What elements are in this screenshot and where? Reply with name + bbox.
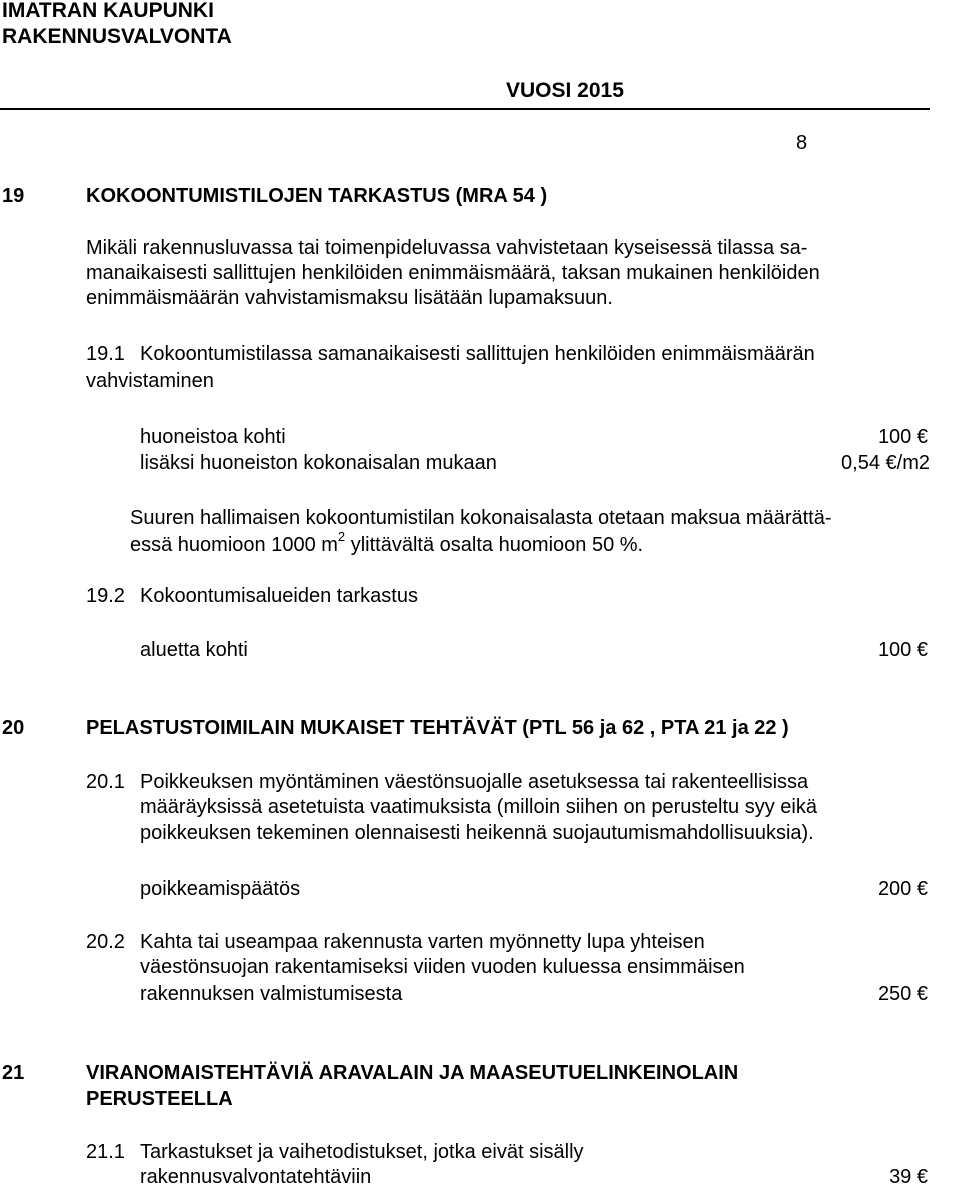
item-19-1-title: Kokoontumistilassa samanaikaisesti sallittujen henkilöiden enimmäismäärän (140, 343, 815, 365)
section-20-title: PELASTUSTOIMILAIN MUKAISET TEHTÄVÄT (PTL 56 ja 62 , PTA 21 ja 22 ) (86, 717, 789, 739)
item-21-1-number: 21.1 (86, 1141, 125, 1163)
section-20-number: 20 (2, 717, 25, 739)
fee-amount: 100 € (877, 426, 928, 448)
item-20-1-line: määräyksissä asetetuista vaatimuksista (milloin siihen on perusteltu syy eikä (140, 796, 817, 818)
item-19-1-note: Suuren hallimaisen kokoontumistilan kokonaisalasta otetaan maksua määrättä- (130, 507, 832, 529)
item-19-1-note-cont: essä huomioon 1000 $m^2$ ylittävältä osalta huomioon 50 %. (130, 529, 644, 556)
fee-label: poikkeamispäätös (140, 878, 301, 900)
section-19-intro-line: Mikäli rakennusluvassa tai toimenpideluvassa vahvistetaan kyseisessä tilassa sa- (86, 237, 808, 259)
section-19-intro-line: enimmäismäärän vahvistamismaksu lisätään lupamaksuun. (86, 287, 613, 309)
section-19-intro-line: manaikaisesti sallittujen henkilöiden enimmäismäärä, taksan mukainen henkilöiden (86, 262, 820, 284)
item-19-2-title: Kokoontumisalueiden tarkastus (140, 585, 418, 607)
item-20-1-line: poikkeuksen tekeminen olennaisesti heikennä suojautumismahdollisuuksia). (140, 822, 814, 844)
fee-label: lisäksi huoneiston kokonaisalan mukaan (140, 452, 497, 474)
item-21-1-line: rakennusvalvontatehtäviin (140, 1166, 372, 1188)
org-name: IMATRAN KAUPUNKI (2, 0, 214, 22)
item-20-2-line: väestönsuojan rakentamiseksi viiden vuoden kuluessa ensimmäisen (140, 956, 745, 978)
page-number: 8 (796, 132, 808, 154)
fee-amount: 0,54 €/m2 (841, 452, 930, 474)
item-19-1-number: 19.1 (86, 343, 125, 365)
item-20-1-line: Poikkeuksen myöntäminen väestönsuojalle asetuksessa tai rakenteellisissa (140, 771, 809, 793)
item-20-1-number: 20.1 (86, 771, 125, 793)
item-21-1-line: Tarkastukset ja vaihetodistukset, jotka eivät sisälly (140, 1141, 584, 1163)
header-divider (0, 108, 930, 110)
section-19-number: 19 (2, 185, 25, 207)
section-21-number: 21 (2, 1062, 25, 1084)
fee-label: aluetta kohti (140, 639, 248, 661)
item-20-2-line: rakennuksen valmistumisesta (140, 983, 403, 1005)
section-21-title: VIRANOMAISTEHTÄVIÄ ARAVALAIN JA MAASEUTUELINKEINOLAIN (86, 1062, 739, 1084)
item-19-2-number: 19.2 (86, 585, 125, 607)
fee-amount: 250 € (877, 983, 928, 1005)
fee-amount: 39 € (889, 1166, 928, 1188)
document-year: VUOSI 2015 (506, 79, 624, 102)
superscript-2: 2 (337, 529, 346, 545)
fee-amount: 100 € (877, 639, 928, 661)
org-department: RAKENNUSVALVONTA (2, 25, 232, 48)
fee-amount: 200 € (877, 878, 928, 900)
item-20-2-number: 20.2 (86, 931, 125, 953)
fee-label: huoneistoa kohti (140, 426, 286, 448)
item-20-2-line: Kahta tai useampaa rakennusta varten myönnetty lupa yhteisen (140, 931, 705, 953)
section-21-title-cont: PERUSTEELLA (86, 1088, 233, 1110)
item-19-1-title-cont: vahvistaminen (86, 370, 214, 392)
section-19-title: KOKOONTUMISTILOJEN TARKASTUS (MRA 54 ) (86, 185, 548, 207)
